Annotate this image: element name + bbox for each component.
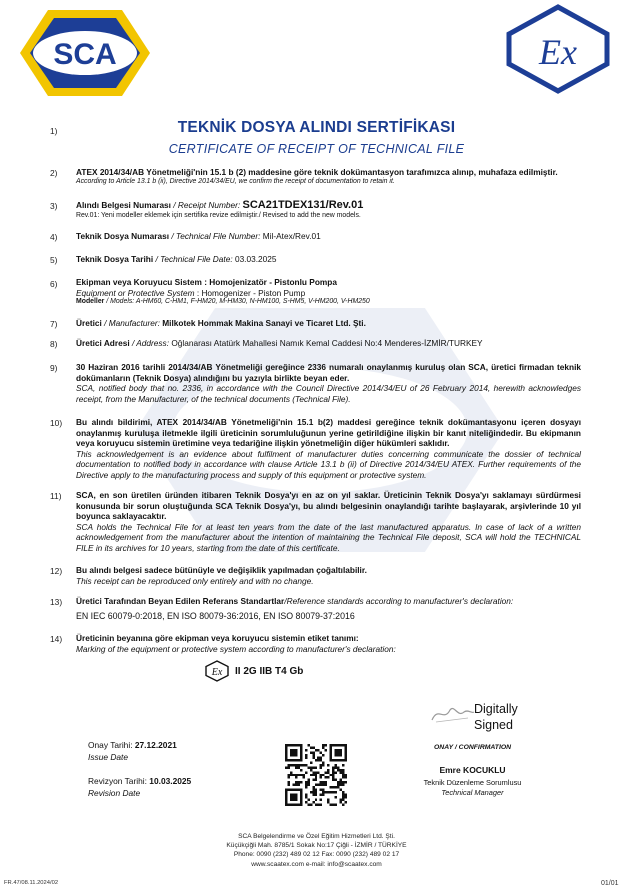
item-13 <box>76 596 581 622</box>
standards-value: EN IEC 60079-0:2018, EN ISO 80079-36:2016, EN ISO 80079-37:2016 <box>76 610 355 621</box>
item-number: 11) <box>50 491 62 501</box>
item-number: 14) <box>50 634 63 644</box>
address-label-en: / Address: <box>131 338 170 348</box>
item-3 <box>76 198 581 221</box>
item-2 <box>76 167 581 186</box>
technical-file-date-label-tr: Teknik Dosya Tarihi <box>76 254 154 264</box>
equipment-label-en: Equipment or Protective System <box>76 287 195 298</box>
item-4 <box>76 231 581 242</box>
svg-text:Ex: Ex <box>211 667 223 678</box>
item-2-tr: ATEX 2014/34/AB Yönetmeliği'nin 15.1 b (2) maddesine göre teknik dokümantasyon tarafımızca alınıp, muhafaza edilmiştir. <box>76 167 558 177</box>
manufacturer-value: Milkotek Hommak Makina Sanayi ve Ticaret Ltd. Şti. <box>162 318 366 328</box>
signatory-role-en: Technical Manager <box>441 787 504 797</box>
footer-company: SCA Belgelendirme ve Özel Eğitim Hizmetleri Ltd. Şti. <box>238 833 395 840</box>
revision-date-label: Revizyon Tarihi: <box>88 776 147 786</box>
technical-file-number-value: Mil-Atex/Rev.01 <box>262 231 321 241</box>
item-10-tr: Bu alındı bildirimi, ATEX 2014/34/AB Yönetmeliği'nin 15.1 b(2) maddesi gereğince teknik dokümantasyonu içeren dosyayı onaylanmış kuruluşa iletmekle ilgili üreticinin sorumluluğunun yerine getirildiğine ilişkin bir kanıt niteliğindedir. Bu ekipmanın veya koruyucu sistemin üretimine veya tedariğine ilişkin yönetmeliğin diğer hükümleri saklıdır. <box>76 417 581 449</box>
item-12-en: This receipt can be reproduced only entirely and with no change. <box>76 575 314 586</box>
sca-logo-text: SCA <box>53 38 117 71</box>
item-number: 1) <box>50 126 58 136</box>
item-number: 6) <box>50 279 58 289</box>
item-11-en: SCA holds the Technical File for at least ten years from the date of the last manufactured apparatus. In case of lack of a written acknowledgement from the manufacturer about the intention of maintaining the Technical File deposit, SCA will hold the TECHNICAL FILE in its archives for 10 years, starting from the date of this certificate. <box>76 521 581 554</box>
item-2-en: According to Article 13.1 b (ii), Directive 2014/34/EU, we confirm the receipt of documentation to retain it. <box>76 177 395 185</box>
technical-file-date-label-en: / Technical File Date: <box>155 254 233 264</box>
issue-date-label-en: Issue Date <box>88 751 129 762</box>
standards-label-tr: Üretici Tarafından Beyan Edilen Referans Standartlar <box>76 596 285 606</box>
item-11 <box>76 490 581 554</box>
item-number: 3) <box>50 201 58 211</box>
equipment-value-en: : Homogenizer - Piston Pump <box>196 287 306 298</box>
digitally-signed-stamp <box>474 702 518 733</box>
signatory-name: Emre KOCUKLU <box>439 765 506 775</box>
item-12 <box>76 565 581 586</box>
signatory-role-tr: Teknik Düzenleme Sorumlusu <box>423 778 522 787</box>
issue-date-block <box>88 740 177 764</box>
address-value: Oğlanarası Atatürk Mahallesi Namık Kemal Caddesi No:4 Menderes-İZMİR/TURKEY <box>171 338 483 348</box>
item-10-en: This acknowledgement is an evidence about fulfilment of manufacturer duties concerning communicate the dossier of technical documentation to notified body in accordance with clause Article 13.1 b (ii) of Directive 2014/34/EU ATEX. Further requirements of the Directive apply to the manufacturing process and supply of this equipment or protective system. <box>76 448 581 481</box>
certificate-title: TEKNİK DOSYA ALINDI SERTİFİKASI <box>177 119 456 136</box>
signature-scribble <box>428 700 476 726</box>
revision-date-label-en: Revision Date <box>88 787 141 798</box>
page-number: 01/01 <box>601 880 619 887</box>
footer-web: www.scaatex.com e-mail: info@scaatex.com <box>251 860 382 868</box>
item-number: 2) <box>50 168 58 178</box>
signatory-role <box>400 778 545 797</box>
standards-label-en: /Reference standards according to manufacturer's declaration: <box>284 596 514 606</box>
item-11-tr: SCA, en son üretilen üründen itibaren Teknik Dosya'yı en az on yıl saklar. Üreticinin Teknik Dosya'yı saklamayı sürdürmesi konusunda bir sorun oluştuğunda SCA Teknik Dosya'yı, bu alındı belgesinin onaylandığı tarihte başlayarak, arşivlerinde 10 yıl boyunca saklayacaktır. <box>76 490 581 522</box>
technical-file-number-label-en: / Technical File Number: <box>171 231 261 241</box>
item-number: 12) <box>50 566 63 576</box>
item-number: 8) <box>50 339 58 349</box>
revision-date-block <box>88 776 191 800</box>
qr-code <box>285 744 347 806</box>
receipt-number-label-tr: Alındı Belgesi Numarası <box>76 200 171 210</box>
technical-file-number-label-tr: Teknik Dosya Numarası <box>76 231 169 241</box>
footer-phone: Phone: 0090 (232) 489 02 12 Fax: 0090 (232) 489 02 17 <box>233 851 400 859</box>
item-8 <box>76 338 581 349</box>
item-14-en: Marking of the equipment or protective system according to manufacturer's declaration: <box>76 643 396 654</box>
models-label: Modeller <box>76 298 105 306</box>
manufacturer-label-en: / Manufacturer: <box>104 318 160 328</box>
item-number: 9) <box>50 363 58 373</box>
item-number: 10) <box>50 418 63 428</box>
address-label-tr: Üretici Adresi <box>76 338 130 348</box>
ex-logo-text: Ex <box>539 32 577 72</box>
item-number: 7) <box>50 319 58 329</box>
item-14 <box>76 633 581 654</box>
receipt-number-label-en: / Receipt Number: <box>173 200 241 210</box>
equipment-marking <box>205 660 303 682</box>
technical-file-date-value: 03.03.2025 <box>234 254 277 264</box>
item-9-tr: 30 Haziran 2016 tarihli 2014/34/AB Yönetmeliği gereğince 2336 numaralı onaylanmış kuruluş olan SCA, üretici firmadan teknik dokümanların (Teknik Dosya) alındığını bu yazıyla birlikte beyan eder. <box>76 362 581 383</box>
sca-logo <box>18 8 152 98</box>
confirmation-label: ONAY / CONFIRMATION <box>434 744 512 751</box>
item-6 <box>76 277 581 307</box>
manufacturer-label-tr: Üretici <box>76 318 102 328</box>
issue-date-value: 27.12.2021 <box>134 740 177 750</box>
marking-text: II 2G IIB T4 Gb <box>235 665 304 677</box>
item-7 <box>76 318 581 329</box>
item-number: 4) <box>50 232 58 242</box>
item-9 <box>76 362 581 404</box>
item-number: 13) <box>50 597 63 607</box>
item-5 <box>76 254 581 265</box>
footer-address: Küçükçiğli Mah. 8785/1 Sokak No:17 Çiğli - İZMİR / TÜRKİYE <box>226 842 407 850</box>
form-code: FR.47/08.11.2024/02 <box>4 880 59 886</box>
equipment-label-tr: Ekipman veya Koruyucu Sistem <box>76 277 202 287</box>
certificate-subtitle: CERTIFICATE OF RECEIPT OF TECHNICAL FILE <box>168 142 465 156</box>
revision-note: Rev.01: Yeni modeller eklemek için sertifika revize edilmiştir./ Revised to add the new models. <box>76 212 361 220</box>
item-14-tr: Üreticinin beyanına göre ekipman veya koruyucu sistemin etiket tanımı: <box>76 633 359 643</box>
revision-date-value: 10.03.2025 <box>149 776 192 786</box>
item-12-tr: Bu alındı belgesi sadece bütünüyle ve değişiklik yapılmadan çoğaltılabilir. <box>76 565 367 575</box>
models-value: / Models: A-HM60, C-HM1, F-HM20, M-HM30, N-HM100, S-HM5, V-HM200, V-HM250 <box>106 298 370 306</box>
item-9-en: SCA, notified body that no. 2336, in accordance with the Council Directive 2014/34/EU of 26 February 2014, herewith acknowledges receipt, from the Manufacturer, of the technical documents (Technical File). <box>76 383 581 404</box>
ex-marking-icon <box>205 660 229 682</box>
footer-contact <box>0 832 633 869</box>
item-number: 5) <box>50 255 58 265</box>
signed-text: Signed <box>474 717 513 732</box>
digitally-text: Digitally <box>474 702 518 716</box>
equipment-value-tr: : Homojenizatör - Pistonlu Pompa <box>204 277 337 287</box>
ex-logo <box>506 4 610 94</box>
issue-date-label: Onay Tarihi: <box>88 740 133 750</box>
item-10 <box>76 417 581 481</box>
receipt-number-value: SCA21TDEX131/Rev.01 <box>242 199 364 211</box>
